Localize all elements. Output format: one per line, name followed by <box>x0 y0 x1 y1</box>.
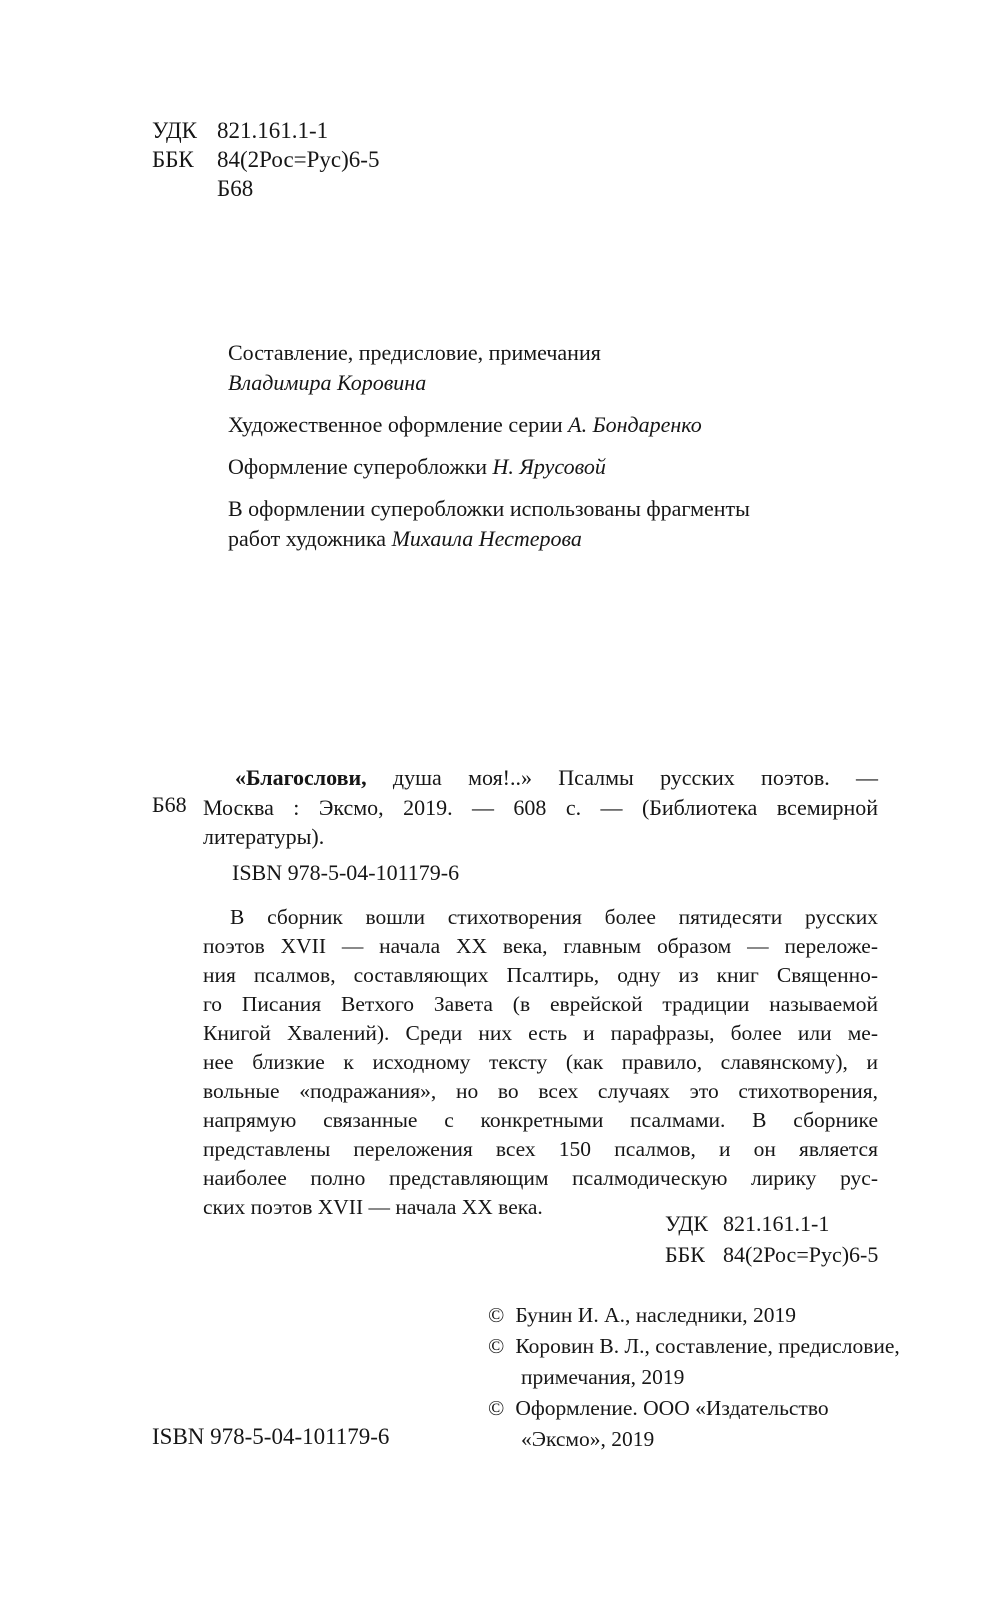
copyright-text: Оформление. ООО «Издательство «Эксмо», 2019 <box>515 1396 829 1451</box>
annotation-line: В сборник вошли стихотворения более пятидесяти русских <box>230 905 878 929</box>
catalog-entry-line: «Благослови, душа моя!..» Псалмы русских поэтов. — <box>235 765 878 790</box>
catalog-entry-line: Москва : Эксмо, 2019. — 608 с. — (Библиотека всемирной <box>203 794 878 820</box>
classification-row <box>665 1239 878 1270</box>
catalog-entry-line: литературы). <box>203 824 325 849</box>
classification-label: ББК <box>665 1242 705 1267</box>
annotation-line: поэтов XVII — начала XX века, главным образом — переложе- <box>203 934 878 958</box>
classification-label: УДК <box>152 118 197 143</box>
classification-row <box>665 1208 878 1239</box>
annotation-line: ния псалмов, составляющих Псалтирь, одну из книг Священно- <box>203 963 878 987</box>
annotation-line: ских поэтов XVII — начала XX века. <box>203 1195 543 1219</box>
classification-row <box>152 116 379 145</box>
classification-value: Б68 <box>217 176 254 201</box>
credit-entry: Составление, предисловие, примечания Владимира Коровина <box>228 340 601 395</box>
isbn-catalog: ISBN 978-5-04-101179-6 <box>232 860 460 885</box>
credit-entry: Художественное оформление серии А. Бондаренко <box>228 412 702 437</box>
classification-bottom-block <box>665 1208 878 1270</box>
annotation-line: го Писания Ветхого Завета (в еврейской традиции называемой <box>203 992 878 1016</box>
annotation-paragraph <box>203 903 878 1222</box>
copyright-symbol: © <box>488 1334 505 1358</box>
annotation-line: наиболее полно представляющим псалмодическую лирику рус- <box>203 1166 878 1190</box>
copyright-item <box>488 1393 908 1455</box>
annotation-line: представлены переложения всех 150 псалмов, и он является <box>203 1137 878 1161</box>
classification-row <box>152 174 379 203</box>
classification-value: 821.161.1-1 <box>217 118 329 143</box>
annotation-line: вольные «подражания», но во всех случаях это стихотворения, <box>203 1079 878 1103</box>
credits-block <box>228 338 880 566</box>
copyright-block <box>488 1300 908 1455</box>
classification-top-block <box>152 116 379 203</box>
credit-entry: В оформлении суперобложки использованы фрагменты работ художника Михаила Нестерова <box>228 496 750 551</box>
classification-value: 821.161.1-1 <box>723 1211 830 1236</box>
classification-row <box>152 145 379 174</box>
annotation-line: Книгой Хвалений). Среди них есть и парафразы, более или ме- <box>203 1021 878 1045</box>
copyright-text: Коровин В. Л., составление, предисловие, примечания, 2019 <box>515 1334 900 1389</box>
annotation-line: нее близкие к исходному тексту (как правило, славянскому), и <box>203 1050 878 1074</box>
catalog-code: Б68 <box>152 792 187 817</box>
annotation-line: напрямую связанные с конкретными псалмами. В сборнике <box>203 1108 878 1132</box>
copyright-item <box>488 1331 908 1393</box>
credit-entry: Оформление суперобложки Н. Ярусовой <box>228 454 606 479</box>
copyright-item <box>488 1300 908 1331</box>
catalog-entry <box>203 763 878 852</box>
copyright-symbol: © <box>488 1303 505 1327</box>
classification-label <box>152 174 217 203</box>
classification-value: 84(2Рос=Рус)6-5 <box>723 1242 879 1267</box>
classification-label: УДК <box>665 1211 709 1236</box>
copyright-symbol: © <box>488 1396 505 1420</box>
copyright-text: Бунин И. А., наследники, 2019 <box>515 1303 796 1327</box>
classification-value: 84(2Рос=Рус)6-5 <box>217 147 380 172</box>
isbn-bottom: ISBN 978-5-04-101179-6 <box>152 1424 390 1449</box>
classification-label: ББК <box>152 147 194 172</box>
